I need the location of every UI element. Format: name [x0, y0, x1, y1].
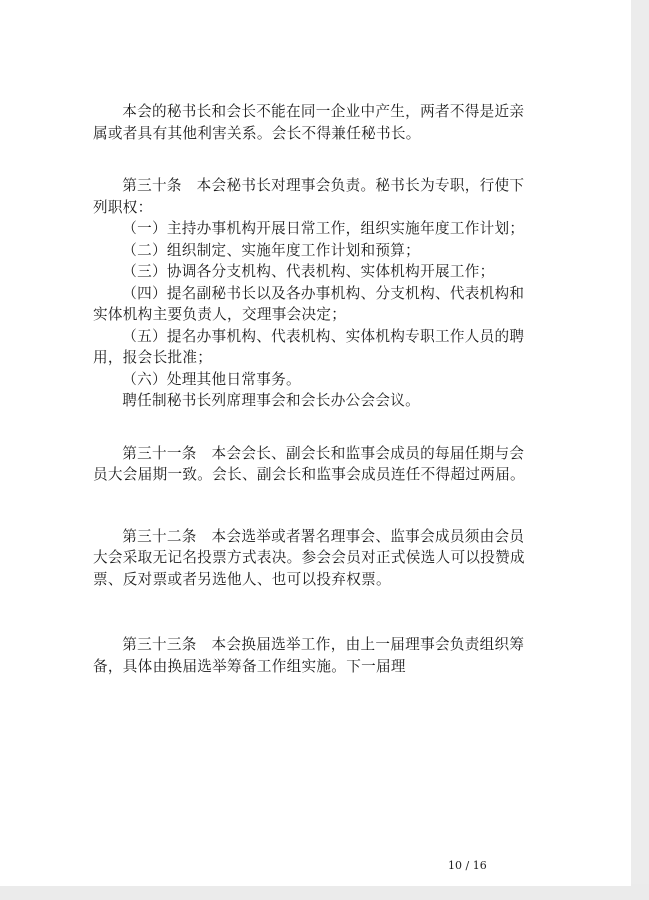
article-30-closing: 聘任制秘书长列席理事会和会长办公会会议。	[122, 392, 421, 409]
page-number: 10 / 16	[448, 859, 487, 872]
article-30-item: （二）组织制定、实施年度工作计划和预算；	[122, 241, 421, 259]
article-30-intro: 第三十条 本会秘书长对理事会负责。秘书长为专职，行使下列职权：	[93, 177, 525, 216]
scan-edge-bottom	[0, 884, 649, 900]
article-32: 第三十二条 本会选举或者署名理事会、监事会成员须由会员大会采取无记名投票方式表决。参会会员对正式侯选人可以投赞成票、反对票或者另选他人、也可以投弃权票。	[93, 527, 525, 588]
article-30-item: （五）提名办事机构、代表机构、实体机构专职工作人员的聘用，报会长批准；	[93, 327, 525, 366]
article-33: 第三十三条 本会换届选举工作，由上一届理事会负责组织筹备，具体由换届选举筹备工作组实施。下一届理	[93, 636, 525, 675]
article-31: 第三十一条 本会会长、副会长和监事会成员的每届任期与会员大会届期一致。会长、副会长和监事会成员连任不得超过两届。	[93, 444, 525, 483]
article-30-item: （六）处理其他日常事务。	[122, 370, 301, 388]
article-30-item: （三）协调各分支机构、代表机构、实体机构开展工作；	[122, 263, 495, 280]
article-30-item: （一）主持办事机构开展日常工作，组织实施年度工作计划；	[122, 220, 525, 237]
article-30-item: （四）提名副秘书长以及各办事机构、分支机构、代表机构和实体机构主要负责人，交理事会决定；	[93, 284, 525, 323]
document-body	[93, 101, 533, 677]
paragraph-secretary-restriction: 本会的秘书长和会长不能在同一企业中产生，两者不得是近亲属或者具有其他利害关系。会长不得兼任秘书长。	[93, 103, 525, 142]
